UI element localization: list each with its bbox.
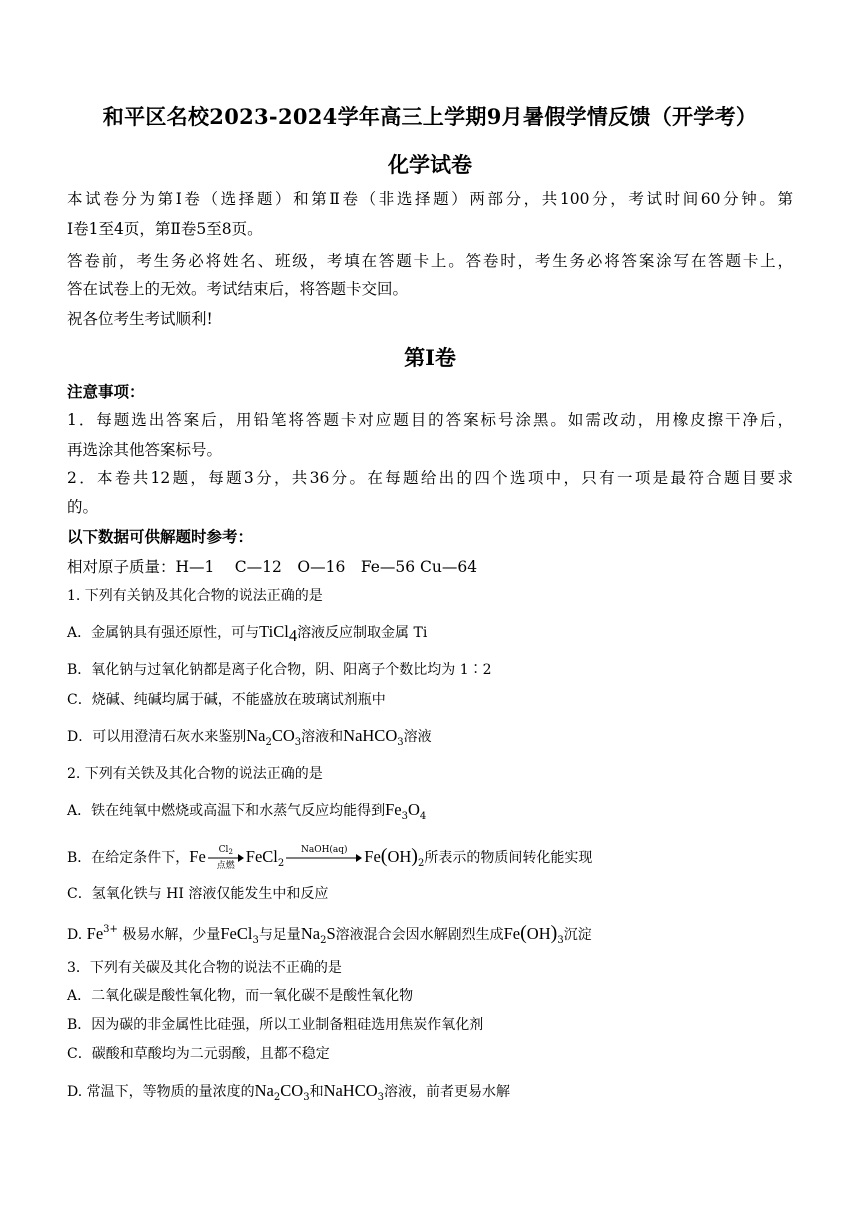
option-text: 与足量 xyxy=(258,927,301,943)
notice-line: 再选涂其他答案标号。 xyxy=(67,441,223,459)
arrow-top-label: NaOH(aq) xyxy=(300,845,348,855)
subscript: 2 xyxy=(265,737,272,748)
paren-close: ) xyxy=(411,845,418,867)
option-text: D. 常温下，等物质的量浓度的 xyxy=(67,1084,255,1100)
question-1-stem: 1. 下列有关钠及其化合物的说法正确的是 xyxy=(67,588,323,604)
notice-line: 2．本卷共12题，每题3分，共36分。在每题给出的四个选项中，只有一项是最符合题目要求 xyxy=(67,469,793,487)
question-2-option-d xyxy=(67,920,592,951)
formula: S xyxy=(326,924,336,943)
subscript: 2 xyxy=(417,858,425,869)
formula: Fe xyxy=(503,924,521,943)
option-text: D．可以用澄清石灰水来鉴别 xyxy=(67,729,247,745)
option-text: 所表示的物质间转化能实现 xyxy=(424,850,593,866)
formula: Na xyxy=(254,1081,274,1100)
question-1-option-b: B．氧化钠与过氧化钠都是离子化合物，阴、阳离子个数比均为 1∶2 xyxy=(67,662,492,678)
formula: FeCl xyxy=(220,924,253,943)
arrow-top-label: $Cl_2$ xyxy=(218,845,233,856)
paren-close: ) xyxy=(550,922,558,944)
question-1-option-d xyxy=(67,726,432,753)
exam-subtitle: 化学试卷 xyxy=(388,152,472,177)
formula: Fe xyxy=(364,847,381,866)
question-3-option-c: C．碳酸和草酸均为二元弱酸，且都不稳定 xyxy=(67,1046,330,1062)
superscript: 3+ xyxy=(103,924,118,935)
option-text: 溶液反应制取金属 Ti xyxy=(297,625,428,641)
option-text: 溶液 xyxy=(403,729,432,745)
option-text: A．金属钠具有强还原性，可与 xyxy=(67,625,260,641)
subscript: 2 xyxy=(277,858,285,869)
subscript: 3 xyxy=(397,737,404,748)
question-2-option-b xyxy=(67,846,592,874)
paren-open: ( xyxy=(520,922,527,944)
subscript: 3 xyxy=(303,1092,310,1103)
question-3-option-d xyxy=(67,1081,510,1108)
intro-line: 答在试卷上的无效。考试结束后，将答题卡交回。 xyxy=(67,280,409,298)
question-1-option-a xyxy=(67,622,427,646)
option-text: D. xyxy=(67,927,87,943)
formula: Fe xyxy=(189,847,206,866)
formula: OH xyxy=(387,847,412,866)
subscript: 3 xyxy=(252,935,259,946)
arrow-bottom-label: 点燃 xyxy=(216,861,235,871)
formula: Na xyxy=(246,726,266,745)
intro-line: 祝各位考生考试顺利! xyxy=(67,310,213,328)
formula: TiCl xyxy=(259,622,289,641)
subscript: 4 xyxy=(419,811,427,822)
formula: CO xyxy=(271,726,295,745)
option-text: A．铁在纯氧中燃烧或高温下和水蒸气反应均能得到 xyxy=(67,803,386,819)
notice-line: 1．每题选出答案后，用铅笔将答题卡对应题目的答案标号涂黑。如需改动，用橡皮擦干净后， xyxy=(67,411,793,429)
reaction-arrow xyxy=(286,845,362,863)
option-text: B．在给定条件下， xyxy=(67,850,190,866)
subscript: 3 xyxy=(294,737,302,748)
subscript: 2 xyxy=(320,935,327,946)
formula: FeCl xyxy=(245,847,278,866)
formula: Fe xyxy=(86,924,104,943)
formula: CO xyxy=(280,1081,304,1100)
question-2-option-c: C．氢氧化铁与 HI 溶液仅能发生中和反应 xyxy=(67,886,329,902)
subscript: 3 xyxy=(377,1092,385,1103)
option-text: 沉淀 xyxy=(563,927,592,943)
subscript: 3 xyxy=(401,811,408,822)
option-text: 和 xyxy=(309,1084,324,1100)
notice-title: 注意事项： xyxy=(67,382,145,401)
question-3-stem: 3．下列有关碳及其化合物的说法不正确的是 xyxy=(67,960,342,976)
intro-line: 答卷前，考生务必将姓名、班级，考填在答题卡上。答卷时，考生务必将答案涂写在答题卡上， xyxy=(67,252,793,270)
formula: O xyxy=(407,800,420,819)
option-text: 极易水解，少量 xyxy=(117,927,221,943)
formula: NaHCO xyxy=(343,726,398,745)
formula: Fe xyxy=(385,800,402,819)
formula: OH xyxy=(526,924,551,943)
intro-line: Ⅰ卷1至4页，第Ⅱ卷5至8页。 xyxy=(67,220,263,238)
subscript: 2 xyxy=(273,1092,281,1103)
atomic-mass-line: 相对原子质量：H—1 C—12 O—16 Fe—56 Cu—64 xyxy=(67,558,478,576)
question-2-stem: 2. 下列有关铁及其化合物的说法正确的是 xyxy=(67,766,323,782)
exam-title: 和平区名校2023-2024学年高三上学期9月暑假学情反馈（开学考） xyxy=(102,104,758,129)
section-title: 第Ⅰ卷 xyxy=(404,345,456,370)
option-text: 溶液，前者更易水解 xyxy=(384,1084,511,1100)
intro-line: 本试卷分为第Ⅰ卷（选择题）和第Ⅱ卷（非选择题）两部分，共100分，考试时间60分钟。第 xyxy=(67,190,793,208)
subscript: 4 xyxy=(288,626,298,645)
formula: Na xyxy=(300,924,321,943)
notice-line: 的。 xyxy=(67,498,99,516)
reaction-arrow xyxy=(208,845,244,871)
formula: NaHCO xyxy=(323,1081,378,1100)
question-1-option-c: C．烧碱、纯碱均属于碱，不能盛放在玻璃试剂瓶中 xyxy=(67,692,386,708)
question-3-option-a: A．二氧化碳是酸性氧化物，而一氧化碳不是酸性氧化物 xyxy=(67,988,414,1004)
option-text: 溶液和 xyxy=(301,729,344,745)
option-text: 溶液混合会因水解剧烈生成 xyxy=(335,927,504,943)
reference-title: 以下数据可供解题时参考： xyxy=(67,527,254,546)
question-3-option-b: B．因为碳的非金属性比硅强，所以工业制备粗硅选用焦炭作氧化剂 xyxy=(67,1017,484,1033)
question-2-option-a xyxy=(67,800,426,827)
paren-open: ( xyxy=(380,845,388,867)
subscript: 3 xyxy=(557,935,564,946)
